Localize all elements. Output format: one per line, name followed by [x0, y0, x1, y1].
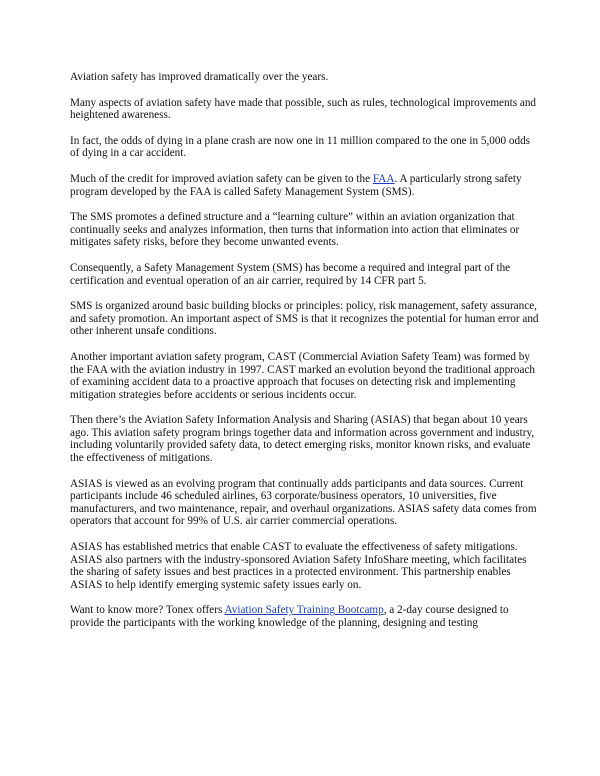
- paragraph-training-text-end: , a 2-day course designed to provide the participants with the working knowledge of the planning, designing and testing: [70, 604, 509, 629]
- bootcamp-link[interactable]: Aviation Safety Training Bootcamp: [224, 604, 384, 617]
- paragraph-aspects: Many aspects of aviation safety have made that possible, such as rules, technological improvements and heightened awareness.: [70, 96, 537, 122]
- paragraph-odds: In fact, the odds of dying in a plane crash are now one in 11 million compared to the one in 5,000 odds of dying in a car accident.: [70, 134, 531, 160]
- paragraph-cast: Another important aviation safety program, CAST (Commercial Aviation Safety Team) was formed by the FAA with the aviation industry in 1997. CAST marked an evolution beyond the traditional approach of examining accident data to a proactive approach that focuses on detecting risk and implementing mitigation strategies before accidents or serious incidents occur.: [70, 350, 536, 401]
- paragraph-faa-credit-text-end: . A particularly strong safety program developed by the FAA is called Safety Management System (SMS).: [70, 172, 522, 198]
- paragraph-training-text-start: Want to know more? Tonex offers: [70, 604, 225, 617]
- document-body: [70, 71, 540, 643]
- paragraph-asias-participants: ASIAS is viewed as an evolving program that continually adds participants and data sources. Current participants include 46 scheduled airlines, 63 corporate/business operators, 10 universities, five manufacturers, and two maintenance, repair, and overhaul organizations. ASIAS safety data comes from operators that account for 99% of U.S. air carrier commercial operations.: [70, 477, 537, 528]
- paragraph-training: [70, 604, 540, 629]
- paragraph-asias-metrics: ASIAS has established metrics that enable CAST to evaluate the effectiveness of safety mitigations. ASIAS also partners with the industry-sponsored Aviation Safety InfoShare meeting, which facilitates the sharing of safety issues and best practices in a protected environment. This partnership enables ASIAS to help identify emerging systemic safety issues early on.: [70, 541, 527, 591]
- paragraph-asias-intro: Then there’s the Aviation Safety Information Analysis and Sharing (ASIAS) that began about 10 years ago. This aviation safety program brings together data and information across government and industry, including voluntarily provided safety data, to detect emerging risks, monitor known risks, and evaluate the effectiveness of mitigations.: [70, 414, 535, 465]
- paragraph-faa-credit-text-start: Much of the credit for improved aviation safety can be given to the: [70, 172, 373, 185]
- paragraph-sms-required: Consequently, a Safety Management System (SMS) has become a required and integral part of the certification and eventual operation of an air carrier, required by 14 CFR part 5.: [70, 261, 511, 287]
- paragraph-sms-culture: The SMS promotes a defined structure and a “learning culture” within an aviation organization that continually seeks and analyzes information, then turns that information into action that eliminates or mitigates safety risks, before they become unwanted events.: [70, 211, 520, 249]
- paragraph-faa-credit: [70, 173, 540, 198]
- paragraph-sms-principles: SMS is organized around basic building blocks or principles: policy, risk management, safety assurance, and safety promotion. An important aspect of SMS is that it recognizes the potential for human error and other inherent unsafe conditions.: [70, 300, 539, 338]
- faa-link[interactable]: FAA: [372, 172, 395, 185]
- paragraph-intro: Aviation safety has improved dramatically over the years.: [70, 71, 329, 83]
